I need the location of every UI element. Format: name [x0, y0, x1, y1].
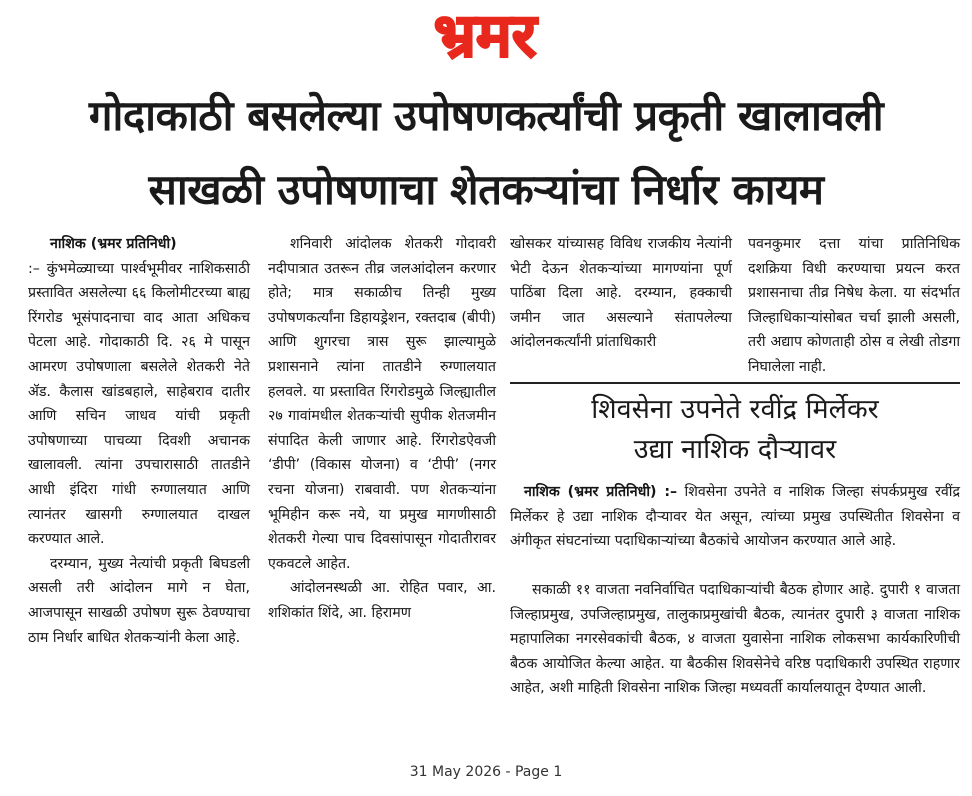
story-divider	[510, 382, 960, 384]
story2-headline-line1: शिवसेना उपनेते रवींद्र मिर्लेकर	[591, 394, 879, 425]
main-headline-line2: साखळी उपोषणाचा शेतकऱ्यांचा निर्धार कायम	[148, 165, 824, 214]
main-headline-line1: गोदाकाठी बसलेल्या उपोषणकर्त्यांची प्रकृती खालावली	[88, 91, 884, 140]
story2-byline: नाशिक (भ्रमर प्रतिनिधी) :–	[524, 484, 678, 500]
story2-para1-text: शिवसेना उपनेते व नाशिक जिल्हा संपर्कप्रमुख रवींद्र मिर्लेकर हे उद्या नाशिक दौऱ्यावर येत असून, त्यांच्या प्रमुख उपस्थितीत शिवसेना व अंगीकृत संघटनांच्या पदाधिकाऱ्यांच्या बैठकांचे आयोजन करण्यात आले आहे.	[510, 484, 960, 550]
story1-column-4	[748, 232, 960, 380]
story2-para2: सकाळी ११ वाजता नवनिर्वाचित पदाधिकाऱ्यांची बैठक होणार आहे. दुपारी १ वाजता जिल्हाप्रमुख, उपजिल्हाप्रमुख, तालुकाप्रमुखांची बैठक, त्यानंतर दुपारी ३ वाजता नाशिक महापालिका नगरसेवकांची बैठक, ४ वाजता युवासेना नाशिक लोकसभा कार्यकारिणीची बैठक आयोजित केल्या आहेत. या बैठकीस शिवसेनेचे वरिष्ठ पदाधिकारी उपस्थित राहणार आहेत, अशी माहिती शिवसेना नाशिक जिल्हा मध्यवर्ती कार्यालयातून देण्यात आली.	[510, 582, 960, 697]
page-footer: 31 May 2026 - Page 1	[409, 764, 563, 780]
story2-para1	[510, 480, 960, 554]
bhramar-logo	[385, 4, 585, 64]
svg-text:भ्रमर: भ्रमर	[433, 4, 537, 64]
story1-col2-para1: शनिवारी आंदोलक शेतकरी गोदावरी नदीपात्रात उतरून तीव्र जलआंदोलन करणार होते; मात्र सकाळीच तिन्ही मुख्य उपोषणकर्त्यांना डिहायड्रेशन, रक्तदाब (बीपी) आणि शुगरचा त्रास सुरू झाल्यामुळे प्रशासनाने त्यांना तातडीने रुग्णालयात हलवले. या प्रस्तावित रिंगरोडमुळे जिल्ह्यातील २७ गावांमधील शेतकऱ्यांची सुपीक शेतजमीन संपादित केली जाणार आहे. रिंगरोडऐवजी ‘डीपी’ (विकास योजना) व ‘टीपी’ (नगर रचना योजना) राबवावी. पण शेतकऱ्यांना भूमिहीन करू नये, या प्रमुख मागणीसाठी शेतकरी गेल्या पाच दिवसांपासून गोदातीरावर एकवटले आहेत.	[268, 236, 496, 572]
story1-col1-para1: :– कुंभमेळ्याच्या पार्श्वभूमीवर नाशिकसाठी प्रस्तावित असलेल्या ६६ किलोमीटरच्या बाह्य रिंगरोड भूसंपादनाचा वाद आता अधिकच पेटला आहे. गोदाकाठी दि. २६ मे पासून आमरण उपोषणाला बसलेले शेतकरी नेते ॲड. कैलास खांडबहाले, साहेबराव दातीर आणि सचिन जाधव यांची प्रकृती उपोषणाच्या पाचव्या दिवशी अचानक खालावली. त्यांना उपचारासाठी तातडीने आधी इंदिरा गांधी रुग्णालयात आणि त्यानंतर खासगी रुग्णालयात दाखल करण्यात आले.	[28, 260, 250, 548]
story2-headline-line2: उद्या नाशिक दौऱ्यावर	[633, 434, 837, 465]
story1-column-1	[28, 232, 250, 650]
story1-col2-para2: आंदोलनस्थळी आ. रोहित पवार, आ. शशिकांत शिंदे, आ. हिरामण	[268, 580, 496, 621]
story1-column-2	[268, 232, 496, 626]
story1-column-3	[510, 232, 732, 355]
story1-col4-para1: पवनकुमार दत्ता यांचा प्रातिनिधिक दशक्रिया विधी करण्याचा प्रयत्न करत प्रशासनाचा तीव्र निषेध केला. या संदर्भात जिल्हाधिकाऱ्यांसोबत चर्चा झाली असली, तरी अद्याप कोणताही ठोस व लेखी तोडगा निघालेला नाही.	[748, 236, 960, 375]
story1-col1-para2: दरम्यान, मुख्य नेत्यांची प्रकृती बिघडली असली तरी आंदोलन मागे न घेता, आजपासून साखळी उपोषण सुरू ठेवण्याचा ठाम निर्धार बाधित शेतकऱ्यांनी केला आहे.	[28, 555, 250, 646]
story1-col3-para1: खोसकर यांच्यासह विविध राजकीय नेत्यांनी भेटी देऊन शेतकऱ्यांच्या मागण्यांना पूर्ण पाठिंबा दिला आहे. दरम्यान, हक्काची जमीन जात असल्याने संतापलेल्या आंदोलनकर्त्यांनी प्रांताधिकारी	[510, 236, 732, 351]
story1-byline: नाशिक (भ्रमर प्रतिनिधी)	[50, 236, 177, 252]
